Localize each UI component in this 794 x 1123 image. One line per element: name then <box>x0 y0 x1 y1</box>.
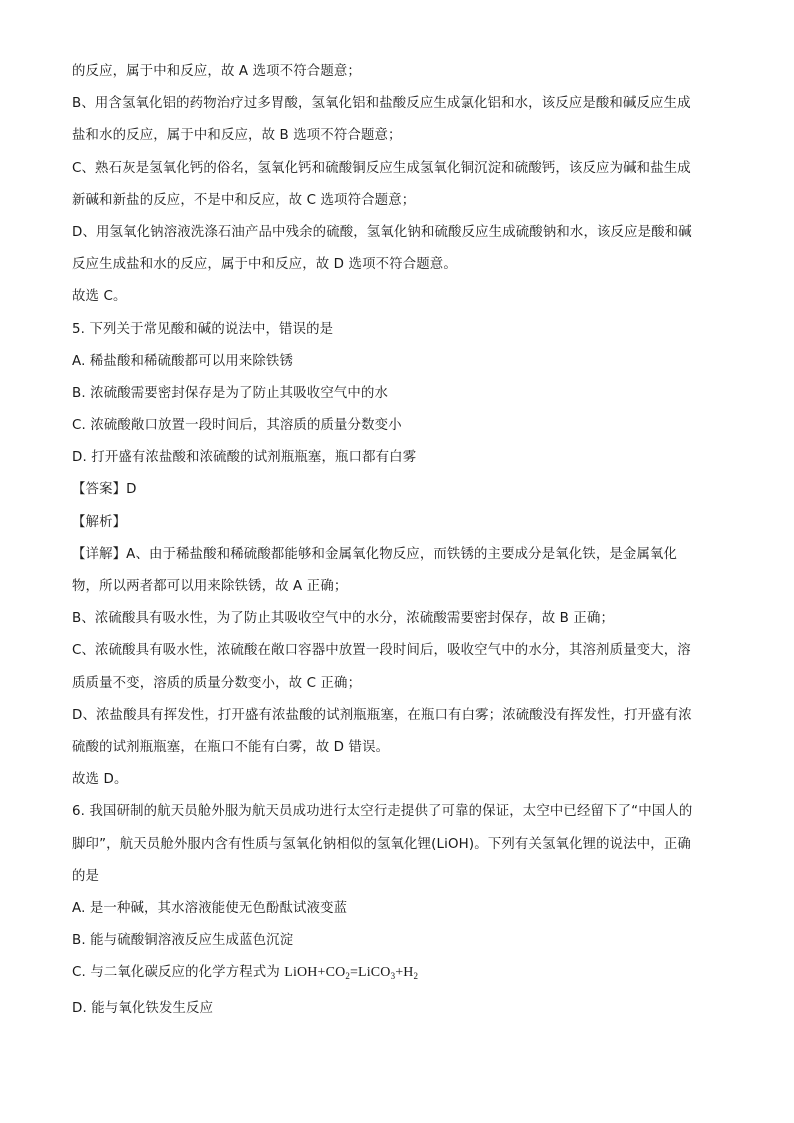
question-6-stem: 脚印”，航天员舱外服内含有性质与氢氧化钠相似的氢氧化锂(LiOH)。下列有关氢氧化锂的说法中，正确 <box>72 836 691 852</box>
question-6-option-c <box>72 963 732 987</box>
text-line: D、浓盐酸具有挥发性，打开盛有浓盐酸的试剂瓶瓶塞，在瓶口有白雾；浓硫酸没有挥发性，打开盛有浓 <box>72 707 692 723</box>
question-5-stem: 5. 下列关于常见酸和碱的说法中，错误的是 <box>72 321 334 337</box>
text-line: 反应生成盐和水的反应，属于中和反应，故 D 选项不符合题意。 <box>72 257 457 273</box>
analysis-heading: 【解析】 <box>72 514 127 530</box>
question-6-option-a: A. 是一种碱，其水溶液能使无色酚酞试液变蓝 <box>72 900 348 916</box>
text-line: B、浓硫酸具有吸水性，为了防止其吸收空气中的水分，浓硫酸需要密封保存，故 B 正确； <box>72 611 615 627</box>
text-line: 硫酸的试剂瓶瓶塞，在瓶口不能有白雾，故 D 错误。 <box>72 739 390 755</box>
chemical-equation: $LiOH+CO_2=LiCO_3+H_2$ <box>284 965 419 982</box>
question-5-option-d: D. 打开盛有浓盐酸和浓硫酸的试剂瓶瓶塞，瓶口都有白雾 <box>72 450 417 466</box>
text-line: C、熟石灰是氢氧化钙的俗名，氢氧化钙和硫酸铜反应生成氢氧化铜沉淀和硫酸钙，该反应为碱和盐生成 <box>72 160 691 176</box>
question-6-option-b: B. 能与硫酸铜溶液反应生成蓝色沉淀 <box>72 933 294 949</box>
question-6-stem: 6. 我国研制的航天员舱外服为航天员成功进行太空行走提供了可靠的保证，太空中已经留下了“中国人的 <box>72 804 693 820</box>
option-c-prefix: C. 与二氧化碳反应的化学方程式为 <box>72 965 285 981</box>
text-line: D、用氢氧化钠溶液洗涤石油产品中残余的硫酸，氢氧化钠和硫酸反应生成硫酸钠和水，该反应是酸和碱 <box>72 224 692 240</box>
question-5-option-c: C. 浓硫酸敞口放置一段时间后，其溶质的质量分数变小 <box>72 418 402 434</box>
text-line: 物，所以两者都可以用来除铁锈，故 A 正确； <box>72 579 348 594</box>
conclusion-line: 故选 C。 <box>72 289 127 305</box>
text-line: 的反应，属于中和反应，故 A 选项不符合题意； <box>72 64 361 79</box>
text-line: B、用含氢氧化铝的药物治疗过多胃酸，氢氧化铝和盐酸反应生成氯化铝和水，该反应是酸和碱反应生成 <box>72 96 691 112</box>
question-6-option-d: D. 能与氧化铁发生反应 <box>72 1001 214 1017</box>
text-line: 新碱和新盐的反应，不是中和反应，故 C 选项符合题意； <box>72 192 416 208</box>
answer-line: 【答案】D <box>72 482 137 498</box>
document-page <box>72 62 732 1032</box>
question-6-stem: 的是 <box>72 868 100 884</box>
question-5-option-b: B. 浓硫酸需要密封保存是为了防止其吸收空气中的水 <box>72 385 389 401</box>
text-line: C、浓硫酸具有吸水性，浓硫酸在敞口容器中放置一段时间后，吸收空气中的水分，其溶剂质量变大，溶 <box>72 643 691 659</box>
question-5-option-a: A. 稀盐酸和稀硫酸都可以用来除铁锈 <box>72 353 293 369</box>
text-line: 盐和水的反应，属于中和反应，故 B 选项不符合题意； <box>72 128 402 144</box>
conclusion-line: 故选 D。 <box>72 772 128 788</box>
text-line: 质质量不变，溶质的质量分数变小，故 C 正确； <box>72 675 362 691</box>
text-line: 【详解】A、由于稀盐酸和稀硫酸都能够和金属氧化物反应，而铁锈的主要成分是氧化铁，是金属氧化 <box>72 546 678 562</box>
